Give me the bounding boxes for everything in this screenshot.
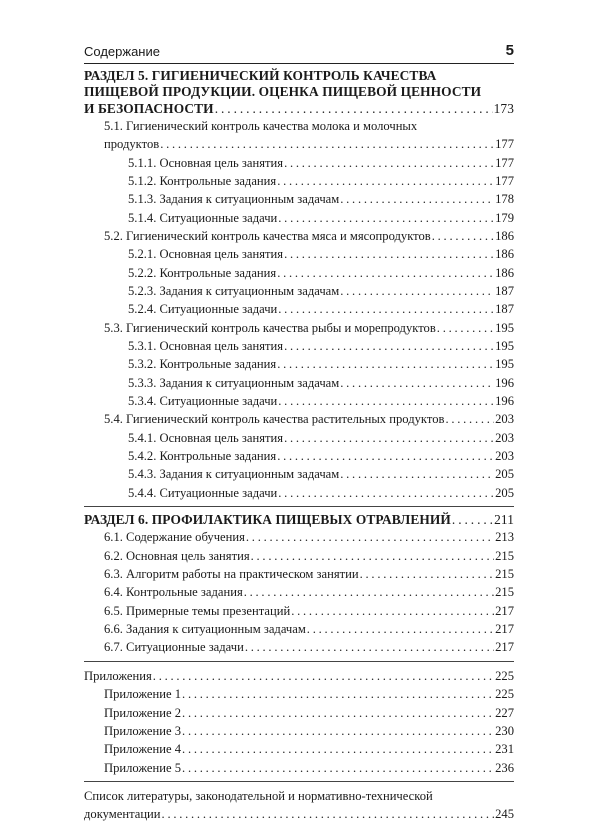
item-text: 5.1.2. Контрольные задания (128, 173, 277, 188)
page-ref: 217 (495, 640, 514, 655)
page-ref: 236 (495, 760, 514, 775)
dot-leader (291, 602, 494, 620)
dot-leader (277, 172, 494, 190)
dot-leader (278, 300, 494, 318)
subsection-title-last-line (104, 135, 514, 153)
page-ref: 231 (495, 742, 514, 757)
item-text: Приложение 2 (104, 705, 182, 720)
section-5-title-last: И БЕЗОПАСНОСТИ (84, 100, 214, 116)
section-divider (84, 506, 514, 507)
dot-leader (153, 667, 494, 685)
references-title-last-line (84, 805, 514, 823)
dot-leader (277, 264, 494, 282)
item-text: 6.1. Содержание обучения (104, 530, 245, 545)
toc-item-5-4-1[interactable] (84, 429, 514, 447)
page-ref: 196 (495, 394, 514, 409)
item-text: 6.7. Ситуационные задачи (104, 640, 244, 655)
dot-leader (277, 355, 494, 373)
page-ref: 217 (495, 622, 514, 637)
toc-item-5-1-2[interactable] (84, 172, 514, 190)
section-5-title-line-1: РАЗДЕЛ 5. ГИГИЕНИЧЕСКИЙ КОНТРОЛЬ КАЧЕСТВА (84, 68, 437, 83)
page-ref: 177 (495, 155, 514, 170)
item-text: 5.4. Гигиенический контроль качества растительных продуктов (104, 412, 445, 427)
item-text: Приложение 5 (104, 760, 182, 775)
dot-leader (278, 392, 494, 410)
item-text: 5.3.3. Задания к ситуационным задачам (128, 375, 340, 390)
toc-item-6-1[interactable] (84, 528, 514, 546)
page-ref: 227 (495, 705, 514, 720)
toc-item-6-7[interactable] (84, 638, 514, 656)
item-text: 5.1.3. Задания к ситуационным задачам (128, 192, 340, 207)
toc-item-6-6[interactable] (84, 620, 514, 638)
toc-appendix-1[interactable] (84, 685, 514, 703)
item-text: 6.6. Задания к ситуационным задачам (104, 622, 306, 637)
page-ref: 173 (493, 100, 514, 116)
dot-leader (360, 565, 494, 583)
subsection-5-1[interactable] (84, 117, 514, 154)
toc-item-5-1-3[interactable] (84, 190, 514, 208)
dot-leader (162, 805, 495, 823)
item-text: 5.3.2. Контрольные задания (128, 357, 277, 372)
page-ref: 205 (495, 467, 514, 482)
subsection-5-2[interactable] (84, 227, 514, 245)
dot-leader (340, 190, 494, 208)
page-ref: 225 (495, 687, 514, 702)
toc-appendices[interactable] (84, 667, 514, 685)
item-text: 5.2.3. Задания к ситуационным задачам (128, 283, 340, 298)
dot-leader (340, 374, 494, 392)
toc-item-5-2-3[interactable] (84, 282, 514, 300)
section-divider (84, 661, 514, 662)
toc-item-5-3-3[interactable] (84, 374, 514, 392)
page-ref: 211 (494, 512, 514, 528)
dot-leader (244, 583, 494, 601)
page-ref: 187 (495, 302, 514, 317)
item-text: 5.2.1. Основная цель занятия (128, 247, 284, 262)
item-text: Приложение 4 (104, 742, 182, 757)
page-ref: 215 (495, 548, 514, 563)
toc-item-6-2[interactable] (84, 547, 514, 565)
page-ref: 196 (495, 375, 514, 390)
dot-leader (277, 447, 494, 465)
page-ref: 203 (495, 449, 514, 464)
section-5-title-line-3 (84, 101, 514, 117)
item-text: 5.1.4. Ситуационные задачи (128, 210, 278, 225)
dot-leader (445, 410, 494, 428)
running-header (84, 44, 514, 64)
item-text: 5.2. Гигиенический контроль качества мяса и мясопродуктов (104, 228, 431, 243)
toc-item-6-5[interactable] (84, 602, 514, 620)
page-ref: 195 (495, 339, 514, 354)
dot-leader (284, 154, 494, 172)
dot-leader (160, 135, 494, 153)
dot-leader (284, 337, 494, 355)
toc-appendix-3[interactable] (84, 722, 514, 740)
page-ref: 215 (495, 585, 514, 600)
item-text: 5.2.4. Ситуационные задачи (128, 302, 278, 317)
toc-appendix-2[interactable] (84, 704, 514, 722)
page-ref: 230 (495, 723, 514, 738)
page-ref: 186 (495, 265, 514, 280)
page-ref: 195 (495, 357, 514, 372)
item-text: 5.3. Гигиенический контроль качества рыбы и морепродуктов (104, 320, 436, 335)
section-6-title-line (84, 512, 514, 528)
toc-item-5-1-1[interactable] (84, 154, 514, 172)
page-ref: 245 (495, 807, 514, 822)
section-5-heading[interactable] (84, 68, 514, 117)
page-ref: 186 (495, 247, 514, 262)
section-6-heading[interactable] (84, 512, 514, 528)
item-text: 6.2. Основная цель занятия (104, 548, 250, 563)
dot-leader (284, 245, 494, 263)
page-ref: 217 (495, 603, 514, 618)
page-ref: 187 (495, 283, 514, 298)
dot-leader (432, 227, 494, 245)
toc-item-5-3-1[interactable] (84, 337, 514, 355)
toc-references[interactable] (84, 787, 514, 824)
page-ref: 205 (495, 485, 514, 500)
subsection-title-first: 5.1. Гигиенический контроль качества молока и молочных (104, 118, 418, 133)
references-title-first: Список литературы, законодательной и нормативно-технической (84, 788, 433, 803)
item-text: 5.4.4. Ситуационные задачи (128, 485, 278, 500)
dot-leader (452, 512, 493, 528)
page-ref: 195 (495, 320, 514, 335)
section-divider (84, 781, 514, 782)
item-text: 5.4.2. Контрольные задания (128, 449, 277, 464)
item-text: 6.4. Контрольные задания (104, 585, 243, 600)
dot-leader (278, 484, 494, 502)
toc-item-5-4-4[interactable] (84, 484, 514, 502)
dot-leader (245, 638, 494, 656)
header-title: Содержание (84, 44, 160, 59)
toc-appendix-4[interactable] (84, 740, 514, 758)
dot-leader (182, 722, 494, 740)
toc-item-6-3[interactable] (84, 565, 514, 583)
item-text: 5.4.1. Основная цель занятия (128, 430, 284, 445)
references-title-last: документации (84, 807, 161, 822)
dot-leader (340, 465, 494, 483)
page-ref: 213 (495, 530, 514, 545)
dot-leader (215, 101, 493, 117)
page-ref: 203 (495, 430, 514, 445)
dot-leader (182, 704, 494, 722)
dot-leader (284, 429, 494, 447)
toc-item-5-3-4[interactable] (84, 392, 514, 410)
dot-leader (340, 282, 494, 300)
item-text: 5.3.4. Ситуационные задачи (128, 394, 278, 409)
toc-item-5-4-2[interactable] (84, 447, 514, 465)
dot-leader (182, 685, 494, 703)
section-6-title: РАЗДЕЛ 6. ПРОФИЛАКТИКА ПИЩЕВЫХ ОТРАВЛЕНИЙ (84, 512, 451, 528)
item-text: 6.5. Примерные темы презентаций (104, 603, 291, 618)
page-ref: 177 (495, 173, 514, 188)
page-ref: 179 (495, 210, 514, 225)
dot-leader (251, 547, 494, 565)
page-ref: 177 (495, 137, 514, 152)
toc-item-5-2-1[interactable] (84, 245, 514, 263)
table-of-contents (84, 68, 514, 824)
item-text: 6.3. Алгоритм работы на практическом занятии (104, 567, 359, 582)
dot-leader (182, 759, 494, 777)
item-text: 5.2.2. Контрольные задания (128, 265, 277, 280)
toc-item-5-1-4[interactable] (84, 209, 514, 227)
toc-item-5-2-2[interactable] (84, 264, 514, 282)
subsection-5-3[interactable] (84, 319, 514, 337)
header-rule (84, 63, 514, 64)
page-ref: 225 (495, 668, 514, 683)
subsection-5-4[interactable] (84, 410, 514, 428)
item-text: Приложение 3 (104, 723, 182, 738)
page-ref: 178 (495, 192, 514, 207)
toc-item-5-4-3[interactable] (84, 465, 514, 483)
toc-appendix-5[interactable] (84, 759, 514, 777)
item-text: 5.4.3. Задания к ситуационным задачам (128, 467, 340, 482)
toc-item-6-4[interactable] (84, 583, 514, 601)
dot-leader (182, 740, 494, 758)
toc-item-5-2-4[interactable] (84, 300, 514, 318)
dot-leader (246, 528, 494, 546)
page-ref: 215 (495, 567, 514, 582)
page-number: 5 (505, 42, 514, 59)
toc-item-5-3-2[interactable] (84, 355, 514, 373)
dot-leader (437, 319, 494, 337)
subsection-title-last: продуктов (104, 137, 160, 152)
dot-leader (307, 620, 494, 638)
item-text: Приложения (84, 668, 152, 683)
page-ref: 203 (495, 412, 514, 427)
section-5-title-line-2: ПИЩЕВОЙ ПРОДУКЦИИ. ОЦЕНКА ПИЩЕВОЙ ЦЕННОСТИ (84, 84, 482, 100)
item-text: 5.3.1. Основная цель занятия (128, 339, 284, 354)
item-text: 5.1.1. Основная цель занятия (128, 155, 284, 170)
dot-leader (278, 209, 494, 227)
item-text: Приложение 1 (104, 687, 182, 702)
page-ref: 186 (495, 228, 514, 243)
